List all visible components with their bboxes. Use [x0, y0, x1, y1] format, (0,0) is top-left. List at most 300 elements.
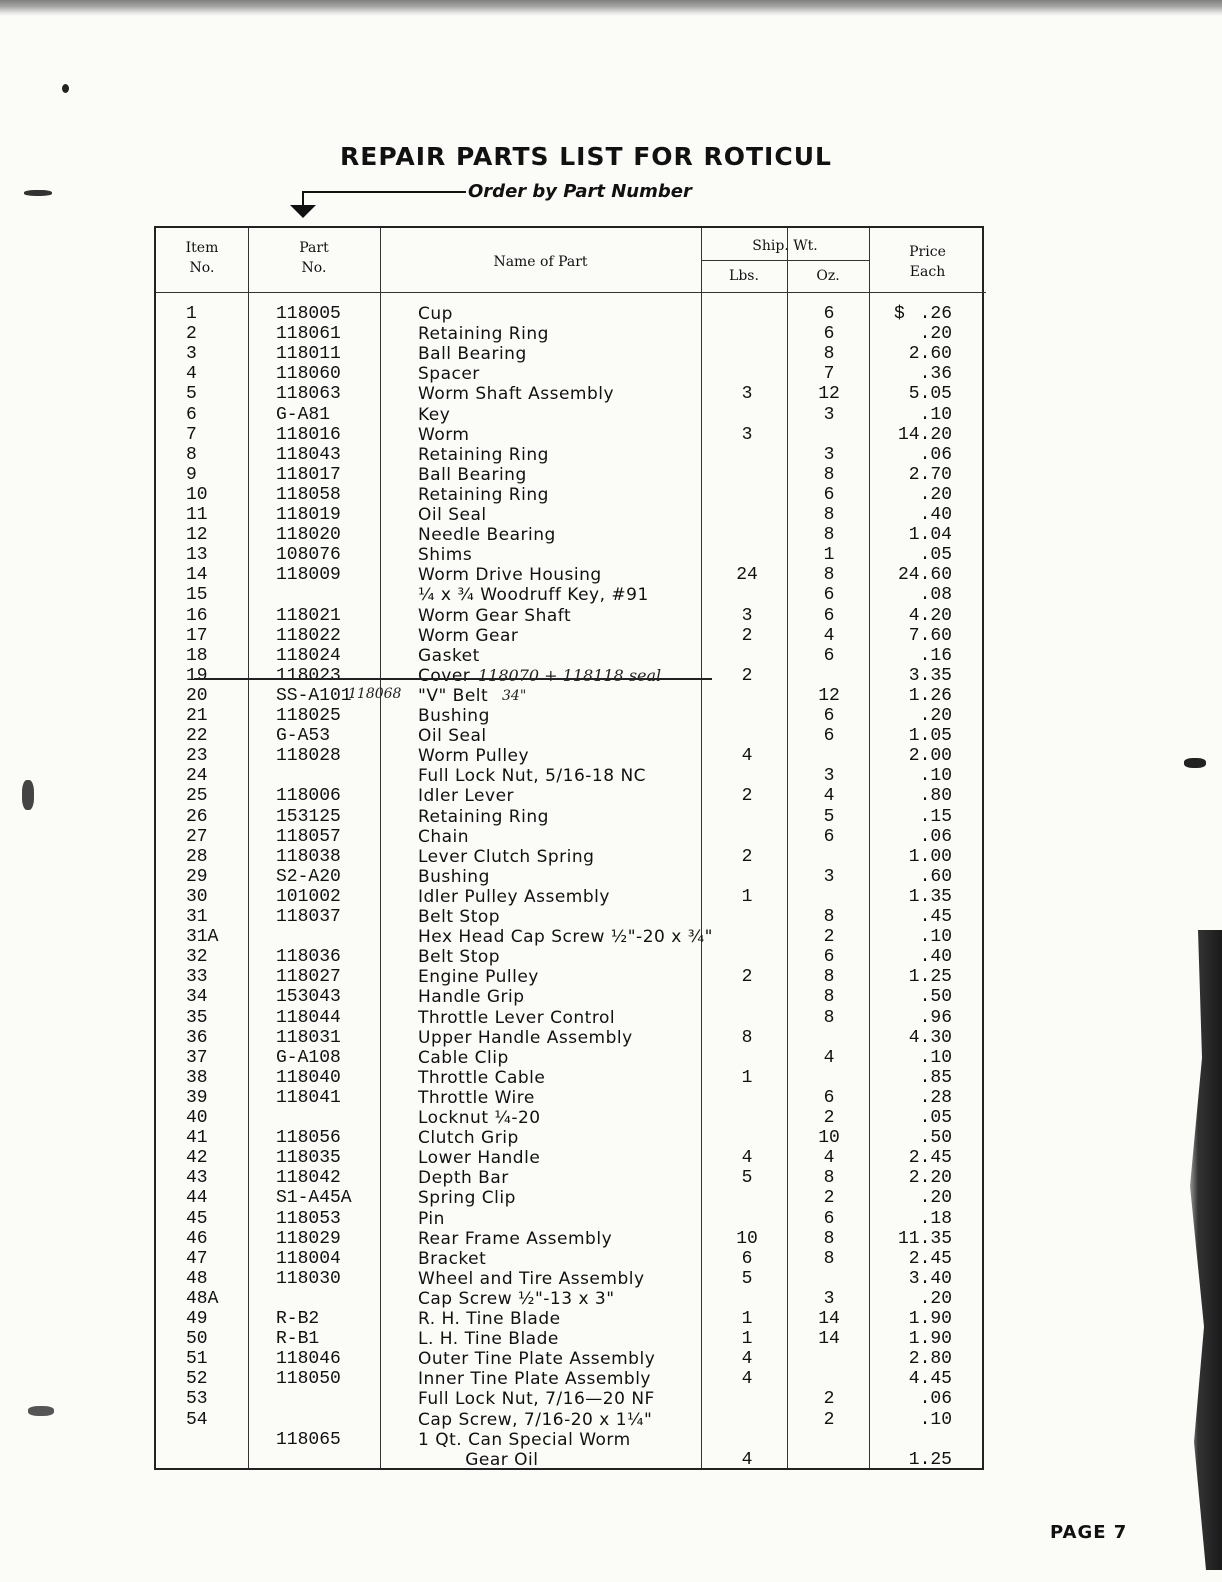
cell-lbs: 3: [741, 605, 753, 626]
cell-price: .40: [919, 947, 952, 968]
table-row: [156, 1068, 986, 1088]
table-row: [156, 324, 986, 344]
cell-price: 1.25: [908, 1449, 952, 1470]
cell-item: 14: [186, 565, 208, 586]
cell-name: Ball Bearing: [418, 464, 527, 485]
cell-name: Gasket: [418, 645, 480, 666]
cell-item: 33: [186, 967, 208, 988]
cell-item: 9: [186, 464, 197, 485]
cell-name: Belt Stop: [418, 947, 501, 968]
cell-price: .05: [919, 1108, 952, 1128]
cell-part: 118019: [276, 505, 341, 525]
table-row: [156, 1229, 986, 1249]
scan-speck: [1184, 758, 1206, 768]
cell-price: 1.35: [908, 886, 952, 907]
cell-oz: 8: [823, 525, 835, 546]
cell-item: 44: [186, 1188, 208, 1209]
cell-price: .60: [919, 866, 952, 887]
table-row: [156, 1209, 986, 1229]
cell-oz: 6: [823, 645, 835, 666]
cell-part: 118005: [276, 304, 341, 324]
cell-name: Oil Seal: [418, 505, 487, 525]
cell-oz: 7: [823, 364, 835, 385]
cell-price: 1.90: [908, 1309, 952, 1329]
cell-item: 19: [186, 665, 208, 686]
cell-item: 2: [186, 324, 197, 345]
cell-name: L. H. Tine Blade: [418, 1329, 559, 1350]
cell-part: 118065: [276, 1429, 341, 1450]
cell-part: S1-A45A: [276, 1188, 352, 1209]
cell-part: SS-A101: [276, 685, 352, 706]
cell-part: 118004: [276, 1248, 341, 1269]
table-row: [156, 1148, 986, 1168]
cell-oz: 4: [823, 1047, 835, 1068]
table-row: [156, 907, 986, 927]
cell-item: 23: [186, 746, 208, 767]
cell-price: .08: [919, 585, 952, 606]
cell-name: Gear Oil: [418, 1449, 539, 1470]
cell-name: R. H. Tine Blade: [418, 1309, 561, 1329]
cell-lbs: 4: [741, 1449, 753, 1470]
cell-part: 118017: [276, 464, 341, 485]
cell-price: .20: [919, 484, 952, 505]
cell-item: 29: [186, 866, 208, 887]
page-title: REPAIR PARTS LIST FOR ROTICUL: [340, 142, 832, 171]
header-name: Name of Part: [493, 254, 588, 270]
cell-name: Ball Bearing: [418, 344, 527, 365]
cell-name: "V" Belt: [418, 685, 489, 706]
cell-lbs: 24: [736, 565, 758, 586]
cell-oz: 3: [823, 404, 835, 425]
cell-part: 118056: [276, 1128, 341, 1149]
cell-oz: 12: [818, 685, 840, 706]
cell-price: .06: [919, 444, 952, 465]
cell-price: .50: [919, 987, 952, 1008]
cell-name: Engine Pulley: [418, 967, 539, 988]
cell-item: 8: [186, 444, 197, 465]
cell-oz: 6: [823, 605, 835, 626]
cell-name: Hex Head Cap Screw ½"-20 x ¾": [418, 927, 713, 948]
cell-price: 3.40: [908, 1268, 952, 1289]
cell-oz: 8: [823, 1168, 835, 1189]
cell-part: 118040: [276, 1067, 341, 1088]
cell-part: 118044: [276, 1007, 341, 1028]
cell-name: Retaining Ring: [418, 324, 549, 345]
cell-oz: 6: [823, 726, 835, 747]
header-ship-wt: Ship. Wt.: [752, 238, 818, 254]
cell-item: 51: [186, 1349, 208, 1370]
cell-price: 4.30: [908, 1027, 952, 1048]
cell-oz: 6: [823, 826, 835, 847]
cell-name: Shims: [418, 545, 473, 566]
cell-lbs: 1: [741, 886, 753, 907]
cell-oz: 2: [823, 1389, 835, 1410]
cell-name: Oil Seal: [418, 726, 487, 747]
cell-lbs: 10: [736, 1228, 758, 1249]
cell-oz: 8: [823, 967, 835, 988]
cell-price: .20: [919, 1188, 952, 1209]
parts-table: [154, 226, 984, 1470]
cell-oz: 4: [823, 625, 835, 646]
cell-price: .10: [919, 1047, 952, 1068]
cell-item: 36: [186, 1027, 208, 1048]
cell-oz: 6: [823, 706, 835, 726]
cell-lbs: 2: [741, 967, 753, 988]
cell-price: .40: [919, 505, 952, 525]
table-row: [156, 1329, 986, 1349]
cell-lbs: 3: [741, 424, 753, 445]
cell-price: .20: [919, 324, 952, 345]
cell-name: ¼ x ¾ Woodruff Key, #91: [418, 585, 649, 606]
header-divider: [156, 292, 986, 293]
cell-name: Belt Stop: [418, 907, 501, 927]
cell-lbs: 1: [741, 1329, 753, 1350]
cell-name: Worm Pulley: [418, 746, 530, 767]
cell-name: Full Lock Nut, 5/16-18 NC: [418, 766, 647, 787]
cell-part: 118053: [276, 1208, 341, 1229]
cell-price: 11.35: [897, 1228, 952, 1249]
table-row: [156, 485, 986, 505]
cell-item: 13: [186, 545, 208, 566]
header-part: Part No.: [299, 240, 329, 276]
cell-name: Retaining Ring: [418, 806, 549, 827]
cell-item: 40: [186, 1108, 208, 1128]
cell-lbs: 2: [741, 665, 753, 686]
table-row: [156, 786, 986, 806]
table-row: [156, 827, 986, 847]
cell-item: 25: [186, 786, 208, 807]
table-row: [156, 1289, 986, 1309]
cell-price: 3.35: [908, 665, 952, 686]
cell-oz: 3: [823, 444, 835, 465]
cell-item: 52: [186, 1369, 208, 1390]
cell-price: 4.45: [908, 1369, 952, 1390]
cell-oz: 3: [823, 766, 835, 787]
table-row: [156, 706, 986, 726]
order-pointer-line: [302, 191, 466, 193]
cell-oz: 2: [823, 1188, 835, 1209]
cell-name: Cap Screw, 7/16-20 x 1¼": [418, 1409, 653, 1430]
table-row: [156, 1168, 986, 1188]
cell-item: 6: [186, 404, 197, 425]
cell-item: 54: [186, 1409, 208, 1430]
cell-item: 43: [186, 1168, 208, 1189]
cell-price: .18: [919, 1208, 952, 1229]
cell-lbs: 3: [741, 384, 753, 405]
currency-symbol: $: [894, 304, 905, 324]
cell-name: Throttle Cable: [418, 1067, 546, 1088]
cell-part: S2-A20: [276, 866, 341, 887]
cell-name: Throttle Wire: [418, 1087, 535, 1108]
cell-item: 38: [186, 1067, 208, 1088]
table-row: [156, 726, 986, 746]
cell-price: .80: [919, 786, 952, 807]
cell-price: 24.60: [897, 565, 952, 586]
cell-item: 34: [186, 987, 208, 1008]
cell-oz: 3: [823, 1288, 835, 1309]
cell-price: 1.04: [908, 525, 952, 546]
table-row: [156, 686, 986, 706]
cell-item: 39: [186, 1087, 208, 1108]
table-row: [156, 1048, 986, 1068]
table-row: [156, 947, 986, 967]
cell-oz: 10: [818, 1128, 840, 1149]
cell-item: 16: [186, 605, 208, 626]
cell-price: .10: [919, 404, 952, 425]
cell-oz: 8: [823, 344, 835, 365]
cell-name: Handle Grip: [418, 987, 525, 1008]
cell-name: Worm: [418, 424, 470, 445]
cell-item: 48A: [186, 1288, 219, 1309]
cell-item: 11: [186, 505, 208, 525]
cell-item: 10: [186, 484, 208, 505]
cell-price: 1.26: [908, 685, 952, 706]
cell-item: 35: [186, 1007, 208, 1028]
cell-name: Inner Tine Plate Assembly: [418, 1369, 651, 1390]
cell-price: .16: [919, 645, 952, 666]
cell-price: .06: [919, 1389, 952, 1410]
cell-part: 118028: [276, 746, 341, 767]
table-row: [156, 1008, 986, 1028]
cell-lbs: 4: [741, 1369, 753, 1390]
cell-name: Spacer: [418, 364, 480, 385]
cell-item: 28: [186, 846, 208, 867]
cell-price: 2.60: [908, 344, 952, 365]
scan-edge-right: [1182, 930, 1222, 1570]
handwritten-belt-part: 118068: [348, 686, 402, 702]
scan-speck: [28, 1406, 54, 1416]
cell-part: 118036: [276, 947, 341, 968]
cell-item: 31: [186, 907, 208, 927]
cell-part: 118030: [276, 1268, 341, 1289]
cell-name: Cable Clip: [418, 1047, 509, 1068]
cell-name: Outer Tine Plate Assembly: [418, 1349, 656, 1370]
cell-name: Key: [418, 404, 451, 425]
scan-edge-top: [0, 0, 1222, 16]
table-row: [156, 987, 986, 1007]
table-row: [156, 646, 986, 666]
cell-name: Cap Screw ½"-13 x 3": [418, 1288, 615, 1309]
cell-lbs: 2: [741, 625, 753, 646]
cell-item: 17: [186, 625, 208, 646]
cell-item: 46: [186, 1228, 208, 1249]
cell-name: Clutch Grip: [418, 1128, 519, 1149]
cell-item: 32: [186, 947, 208, 968]
table-row: [156, 585, 986, 605]
cell-part: 118042: [276, 1168, 341, 1189]
table-row: [156, 1450, 986, 1470]
cell-price: 14.20: [897, 424, 952, 445]
cell-part: 118009: [276, 565, 341, 586]
cell-part: G-A81: [276, 404, 331, 425]
cell-item: 31A: [186, 927, 219, 948]
cell-price: 4.20: [908, 605, 952, 626]
down-arrow-icon: [288, 203, 318, 219]
page-number: PAGE 7: [1050, 1522, 1128, 1543]
cell-oz: 2: [823, 1108, 835, 1128]
cell-part: 118058: [276, 484, 341, 505]
cell-part: 118046: [276, 1349, 341, 1370]
table-row: [156, 1249, 986, 1269]
cell-part: 118043: [276, 444, 341, 465]
cell-name: Throttle Lever Control: [418, 1007, 616, 1028]
cell-item: 37: [186, 1047, 208, 1068]
cell-oz: 3: [823, 866, 835, 887]
handwritten-belt-size: 34": [502, 688, 527, 704]
cell-price: 2.00: [908, 746, 952, 767]
cell-oz: 6: [823, 1208, 835, 1229]
table-row: [156, 606, 986, 626]
table-row: [156, 626, 986, 646]
cell-price: .10: [919, 766, 952, 787]
cell-part: 118063: [276, 384, 341, 405]
cell-lbs: 5: [741, 1268, 753, 1289]
table-row: [156, 1430, 986, 1450]
cell-price: 1.25: [908, 967, 952, 988]
cell-name: Pin: [418, 1208, 445, 1229]
cell-oz: 4: [823, 786, 835, 807]
cell-name: Idler Lever: [418, 786, 515, 807]
cell-part: 118035: [276, 1148, 341, 1169]
cell-part: G-A53: [276, 726, 331, 747]
cell-part: 118021: [276, 605, 341, 626]
table-row: [156, 525, 986, 545]
handwritten-cover-note: 118070 + 118118 seal: [478, 666, 662, 685]
cell-part: 118060: [276, 364, 341, 385]
cell-price: 2.70: [908, 464, 952, 485]
table-row: [156, 746, 986, 766]
cell-price: 2.80: [908, 1349, 952, 1370]
cell-name: Idler Pulley Assembly: [418, 886, 610, 907]
cell-part: 118031: [276, 1027, 341, 1048]
cell-price: 2.20: [908, 1168, 952, 1189]
cell-oz: 2: [823, 1409, 835, 1430]
cell-price: 5.05: [908, 384, 952, 405]
cell-part: 118011: [276, 344, 341, 365]
cell-oz: 8: [823, 505, 835, 525]
table-row: [156, 1269, 986, 1289]
cell-oz: 14: [818, 1309, 840, 1329]
cell-item: 12: [186, 525, 208, 546]
cell-oz: 8: [823, 565, 835, 586]
table-row: [156, 1389, 986, 1409]
cell-oz: 2: [823, 927, 835, 948]
cell-name: Depth Bar: [418, 1168, 509, 1189]
cell-oz: 6: [823, 484, 835, 505]
table-row: [156, 927, 986, 947]
cell-name: Spring Clip: [418, 1188, 516, 1209]
header-oz: Oz.: [816, 268, 840, 284]
cell-item: 41: [186, 1128, 208, 1149]
cell-item: 5: [186, 384, 197, 405]
order-note: Order by Part Number: [468, 181, 692, 202]
header-lbs: Lbs.: [729, 268, 759, 284]
cell-price: .50: [919, 1128, 952, 1149]
cell-name: Cover: [418, 665, 471, 686]
header-item: Item No.: [185, 240, 219, 276]
table-row: [156, 1410, 986, 1430]
cell-item: 15: [186, 585, 208, 606]
cell-name: Lever Clutch Spring: [418, 846, 595, 867]
cell-lbs: 8: [741, 1027, 753, 1048]
cell-part: 118029: [276, 1228, 341, 1249]
cell-price: .05: [919, 545, 952, 566]
cell-lbs: 4: [741, 1148, 753, 1169]
cell-item: 30: [186, 886, 208, 907]
cell-oz: 6: [823, 324, 835, 345]
cell-oz: 4: [823, 1148, 835, 1169]
cell-part: 101002: [276, 886, 341, 907]
cell-part: 118023: [276, 665, 341, 686]
cell-price: .10: [919, 927, 952, 948]
cell-part: 118027: [276, 967, 341, 988]
scan-speck: [62, 84, 69, 93]
cell-oz: 8: [823, 1007, 835, 1028]
cell-price: .45: [919, 907, 952, 927]
cell-lbs: 6: [741, 1248, 753, 1269]
table-row: [156, 505, 986, 525]
table-row: [156, 344, 986, 364]
cell-lbs: 5: [741, 1168, 753, 1189]
cell-name: Retaining Ring: [418, 484, 549, 505]
cell-part: 118022: [276, 625, 341, 646]
cell-item: 7: [186, 424, 197, 445]
cell-part: 153043: [276, 987, 341, 1008]
cell-price: 7.60: [908, 625, 952, 646]
cell-part: 118020: [276, 525, 341, 546]
cell-part: 118057: [276, 826, 341, 847]
cell-part: 118016: [276, 424, 341, 445]
cell-name: Needle Bearing: [418, 525, 556, 546]
table-row: [156, 445, 986, 465]
cell-oz: 8: [823, 464, 835, 485]
cell-item: 4: [186, 364, 197, 385]
table-row: [156, 887, 986, 907]
table-row: [156, 1128, 986, 1148]
cell-oz: 8: [823, 907, 835, 927]
cell-item: 49: [186, 1309, 208, 1329]
cell-oz: 6: [823, 1087, 835, 1108]
cell-price: 1.90: [908, 1329, 952, 1350]
cell-item: 26: [186, 806, 208, 827]
cell-item: 50: [186, 1329, 208, 1350]
cell-oz: 1: [823, 545, 835, 566]
cell-item: 24: [186, 766, 208, 787]
cell-name: Worm Gear Shaft: [418, 605, 572, 626]
table-row: [156, 867, 986, 887]
table-row: [156, 1188, 986, 1208]
scan-speck: [24, 190, 52, 196]
table-row: [156, 1088, 986, 1108]
cell-lbs: 4: [741, 746, 753, 767]
cell-name: Wheel and Tire Assembly: [418, 1268, 645, 1289]
table-row: [156, 405, 986, 425]
table-row: [156, 766, 986, 786]
table-row: [156, 1369, 986, 1389]
table-row: [156, 847, 986, 867]
cell-price: .85: [919, 1067, 952, 1088]
table-row: [156, 1108, 986, 1128]
cell-name: Bushing: [418, 866, 490, 887]
cell-part: 118024: [276, 645, 341, 666]
cell-item: 42: [186, 1148, 208, 1169]
scan-speck: [22, 780, 34, 810]
cell-part: R-B1: [276, 1329, 320, 1350]
table-row: [156, 565, 986, 585]
table-row: [156, 1309, 986, 1329]
cell-oz: 8: [823, 987, 835, 1008]
cell-item: 47: [186, 1248, 208, 1269]
